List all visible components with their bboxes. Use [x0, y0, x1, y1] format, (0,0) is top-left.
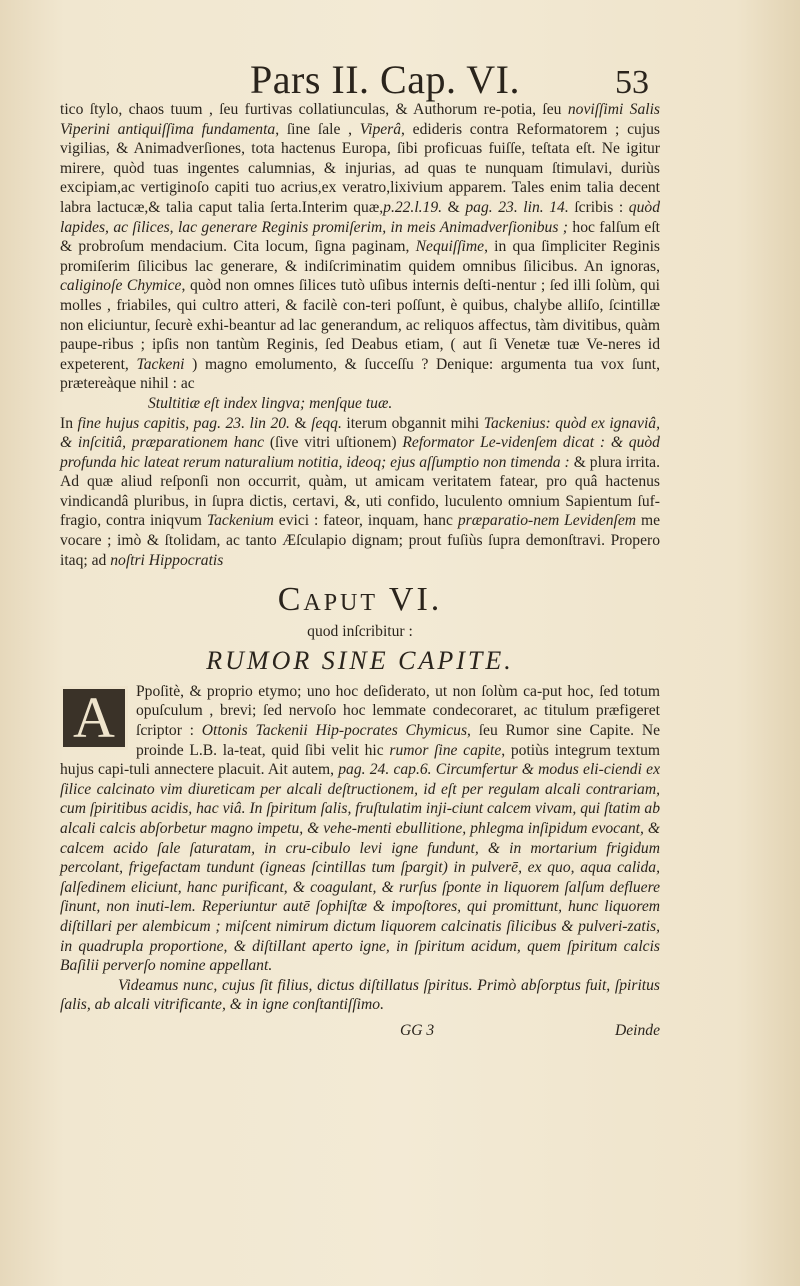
para3-run: Ottonis Tackenii Hip-pocrates Chymicus: [201, 722, 468, 740]
para1-run: &: [442, 198, 466, 216]
para2-run: me vocare ; imò & ſtolidam, ac tanto Æſculapio dignam; prout fuſiùs ſupra demonſtravi. Propero itaq; ad: [60, 512, 660, 569]
page-footer: [60, 1021, 660, 1043]
chapter-heading: Caput VI.: [277, 581, 443, 619]
para1-run: Tackeni: [136, 355, 185, 373]
para2-run: fine hujus capitis, pag. 23. lin 20.: [77, 414, 290, 432]
paragraph-4: [60, 976, 660, 1015]
para2-run: Reformator Le-videnſem dicat : & quòd profunda hic lateat rerum naturalium notitia, ideoq; ejus aſſumptio non timenda :: [60, 434, 660, 471]
paragraph-3: [60, 682, 660, 976]
para1-run: Viperâ: [359, 120, 402, 138]
para3-run: , ſeu Rumor sine Capite. Ne proinde L.B. la-teat, quid ſibi velit hic: [136, 722, 661, 759]
para2-run: ſeqq.: [311, 414, 342, 432]
para3-run: rumor ſine capite: [389, 741, 502, 759]
verse-line: Stultitiæ eſt index lingva; menſque tuæ.: [148, 394, 393, 412]
para2-run: noſtri Hippocratis: [110, 551, 224, 569]
para1-run: caliginoſe Chymice: [60, 277, 182, 295]
para2-run: & plura irrita. Ad quæ aliud reſponſi non occurrit, quàm, ut amicam veritatem fatear, pro quâ hactenus vindicandâ pluribus, in ſupra dictis, certavi, &, uti confido, luculento omnium Sapientum ſuf-fragio, contra iniqvum: [60, 453, 660, 530]
para2-run: evici : fateor, inquam, hanc: [273, 512, 458, 530]
para1-run: ſcribis :: [568, 198, 629, 216]
para1-run: p.22.l.19.: [383, 198, 443, 216]
para1-run: , ſine ſale ,: [275, 120, 360, 138]
para2-run: &: [289, 414, 312, 432]
para1-run: tico ſtylo, chaos tuum , ſeu furtivas collatiunculas, & Authorum re-potia, ſeu: [60, 101, 568, 118]
para2-run: In: [60, 414, 78, 432]
para1-run: , in qua ſimpliciter Reginis promiſerim ſilicibus lac generare, & indiſcriminatim quidem omnibus ſilicibus. An ignoras,: [60, 238, 660, 275]
para3-run: pag. 24. cap.6. Circumfertur & modus eli-ciendi ex ſilice calcinato vim diureticam per alcali deſtructionem, id eſt per regulam alcali contrariam, cum ſpiritibus acidis, hac viâ. In ſpiritum ſalis, fruſtulatim inji-ciunt calcem vivam, qui ſtatim ab alcali calcis abſorbetur magno impetu, & vehe-menti ebullitione, phlegma inſipidum evocant, & calcem acido ſale ſaturatam, in cru-cibulo levi igne fundunt, & in mortarium frigidum percolant, frigefactam tundunt (igneas ſcintillas tum ſpargit) in pulverē, ex quo, aqua calida, ſalſedinem eliciunt, hanc purificant, & coagulant, & rurſus ſponte in liquorem ſalſum defluere ſinunt, non inuti-lem. Reperiuntur autē ſophiſtæ & impoſtores, qui promittunt, hunc liquorem diſtillari per alembicum ; miſcent nimirum dictum liquorem calcinatis ſilicibus & pulveri-zatis, in quadrupla proportione, & diſtillant aperto igne, in ſpiritum acidum, quem ſpiritum calcis Baſilii perverſo nomine appellant.: [60, 761, 660, 975]
para1-run: quòd lapides, ac ſilices, lac generare Reginis promiſerim, in meis Animadverſionibus ;: [60, 198, 660, 236]
para2-run: præparatio-nem Levidenſem: [457, 512, 637, 530]
running-head: Pars II. Cap. VI.: [250, 57, 520, 102]
para2-run: Tackenium: [206, 512, 274, 530]
para2-run: iterum obgannit mihi: [341, 414, 484, 432]
para3-run: , potiùs integrum textum hujus capi-tuli annectere placuit. Ait autem,: [60, 741, 660, 779]
signature-mark: GG 3: [400, 1021, 435, 1039]
para4-run: Videamus nunc, cujus ſit filius, dictus diſtillatus ſpiritus. Primò abſorptus fuit, ſpiritus ſalis, ab alcali vitrificante, & in igne conſtantiſſimo.: [60, 976, 660, 1014]
chapter-title: RUMOR SINE CAPITE.: [206, 645, 514, 675]
para1-run: , edideris contra Reformatorem ; cujus vigilias, & Animadverſiones, tota hactenus Europa, ſibi proficuas fuiſſe, teſtata eſt. Ne igitur mirere, quòd tuas ingentes calumnias, & injurias, ad quas te nunquam ſtimulavi, duriùs excipiam,ac vertiginoſo capiti tuo acrius,ex veratro,lixivium apparem. Tales enim talia decent labra lactucæ,& talia caput talia ſerta.Interim quæ,: [60, 120, 660, 216]
paragraph-1: [60, 100, 660, 394]
para1-run: Nequiſſime: [415, 238, 485, 256]
drop-cap: A: [60, 686, 128, 750]
para1-run: pag. 23. lin. 14.: [465, 198, 569, 216]
para1-run: hoc falſum eſt & probroſum mendacium. Cita locum, ſigna paginam,: [60, 218, 660, 256]
para2-run: Tackenius: quòd ex ignaviâ, & inſcitiâ, præparationem hanc: [60, 414, 660, 452]
page-body: [60, 100, 660, 1043]
paragraph-2: [60, 414, 660, 571]
para1-run: , quòd non omnes ſilices tutò uſibus internis deſti-nentur ; ſed illi ſolùm, qui molles , friabiles, qui cultro atteri, & facilè con-teri poſſunt, è quibus, chalybe alliſo, ſcintillæ non eliciuntur, ſecurè exhi-beantur ad lac generandum, ac reliquos affectus, tàm divitibus, quàm paupe-ribus ; ipſis non tantùm Reginis, ſed Deabus etiam, ( aut ſi Venetæ tuæ Ve-neres id expeterent,: [60, 277, 660, 373]
para2-run: (ſive vitri uſtionem): [264, 434, 403, 452]
page-number: 53: [615, 64, 649, 101]
para1-run: noviſſimi Salis Viperini antiquiſſima fundamenta: [60, 101, 661, 138]
catchword: Deinde: [614, 1021, 660, 1039]
para1-run: ) magno emolumento, & ſucceſſu ? Denique: argumenta tua vox ſunt, prætereàque nihil : ac: [60, 355, 661, 393]
chapter-text: [60, 682, 660, 1015]
chapter-subtitle: quod inſcribitur :: [307, 623, 413, 641]
para3-run: Ppoſitè, & proprio etymo; uno hoc deſiderato, ut non ſolùm ca-put hoc, ſed totum opuſculum , brevi; ſed nervoſo hoc lemmate condecoraret, ac titulum præfigeret ſcriptor :: [136, 682, 660, 740]
